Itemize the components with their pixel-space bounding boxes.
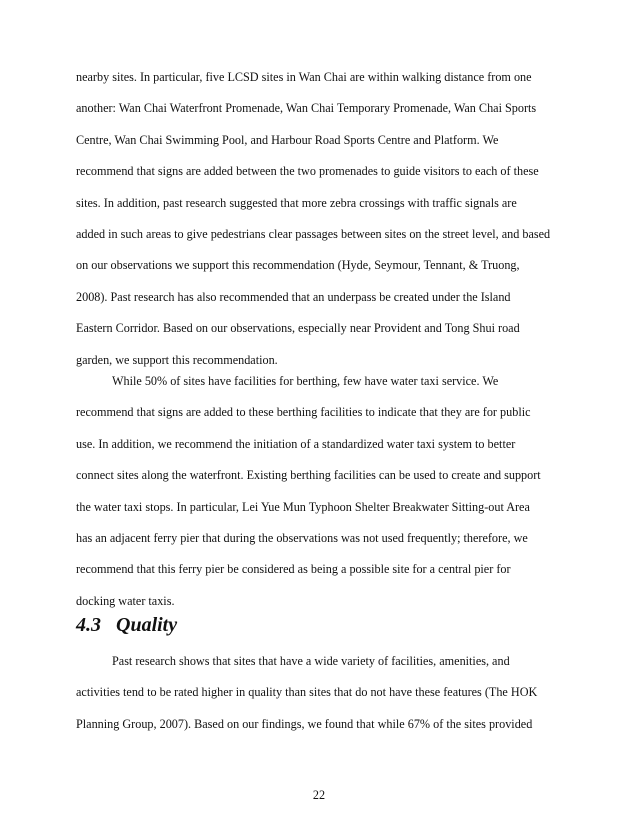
page-number: 22 [312,788,326,802]
text-line: connect sites along the waterfront. Existing berthing facilities can be used to create and support [76,468,541,483]
text-line: Planning Group, 2007). Based on our findings, we found that while 67% of the sites provided [76,716,533,731]
text-line: docking water taxis. [76,593,175,608]
text-line: recommend that this ferry pier be considered as being a possible site for a central pier for [76,562,511,577]
text-line: 2008). Past research has also recommended that an underpass be created under the Island [76,289,511,304]
body-paragraph-2 [76,366,576,617]
text-line: Eastern Corridor. Based on our observations, especially near Provident and Tong Shui road [76,321,520,336]
body-paragraph-3 [76,646,576,740]
section-heading [76,612,177,638]
text-line: the water taxi stops. In particular, Lei Yue Mun Typhoon Shelter Breakwater Sitting-out Area [76,499,530,514]
text-line: has an adjacent ferry pier that during the observations was not used frequently; therefore, we [76,530,528,545]
text-line: sites. In addition, past research suggested that more zebra crossings with traffic signals are [76,195,517,210]
text-line: nearby sites. In particular, five LCSD sites in Wan Chai are within walking distance from one [76,70,532,84]
text-line: on our observations we support this recommendation (Hyde, Seymour, Tennant, & Truong, [76,258,520,273]
section-title: Quality [116,614,178,636]
text-line: While 50% of sites have facilities for berthing, few have water taxi service. We [112,374,499,388]
body-paragraph-1 [76,62,576,376]
text-line: activities tend to be rated higher in quality than sites that do not have these features (The HOK [76,685,538,700]
text-line: another: Wan Chai Waterfront Promenade, Wan Chai Temporary Promenade, Wan Chai Sports [76,101,537,116]
text-line: Past research shows that sites that have a wide variety of facilities, amenities, and [112,654,510,668]
section-number: 4.3 [76,614,101,636]
text-line: recommend that signs are added to these berthing facilities to indicate that they are for public [76,405,531,420]
text-line: recommend that signs are added between the two promenades to guide visitors to each of these [76,164,539,179]
text-line: use. In addition, we recommend the initiation of a standardized water taxi system to better [76,436,516,451]
text-line: added in such areas to give pedestrians clear passages between sites on the street level, and based [76,226,551,241]
text-line: Centre, Wan Chai Swimming Pool, and Harbour Road Sports Centre and Platform. We [76,132,499,147]
text-line: garden, we support this recommendation. [76,352,278,367]
